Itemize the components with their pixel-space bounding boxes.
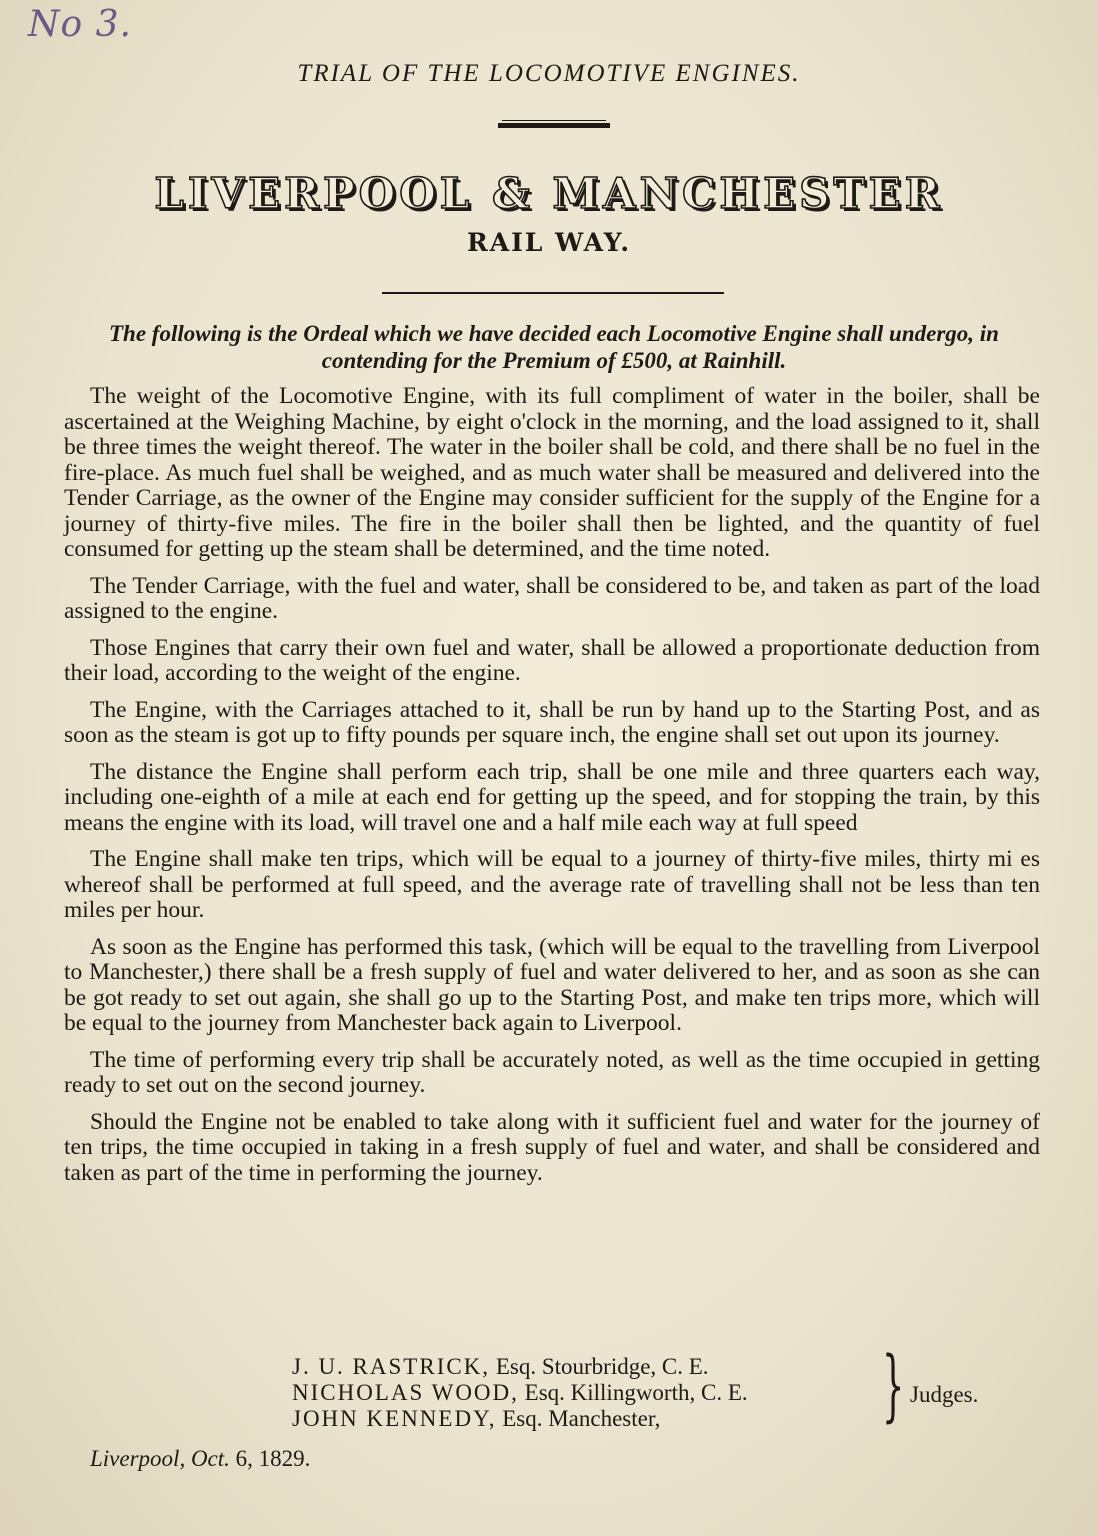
rule-paragraph: Should the Engine not be enabled to take along with it sufficient fuel and water for the journey of ten trips, the time occupied in taking in a fresh supply of fuel and water, and shall be considered and taken as part of the time in performing the journey. bbox=[64, 1108, 1040, 1186]
dateline-date: 6, 1829. bbox=[235, 1446, 311, 1471]
rule-paragraph: The Tender Carriage, with the fuel and water, shall be considered to be, and taken as part of the load assigned to the engine. bbox=[64, 572, 1040, 624]
rule-paragraph: The Engine shall make ten trips, which will be equal to a journey of thirty-five miles, thirty mi es whereof shall be performed at full speed, and the average rate of travelling shall not be less than ten miles per hour. bbox=[64, 846, 1040, 923]
judge-place: Esq. Stourbridge, C. E. bbox=[495, 1354, 709, 1379]
railway-subtitle: RAIL WAY. bbox=[466, 228, 632, 257]
rule-paragraph: The distance the Engine shall perform each trip, shall be one mile and three quarters each way, including one-eighth of a mile at each end for getting up the speed, and for stopping the train, by this means the engine with its load, will travel one and a half mile each way at full speed bbox=[64, 758, 1040, 836]
judge-place: Esq. Killingworth, C. E. bbox=[524, 1380, 748, 1405]
handwritten-annotation: No 3. bbox=[28, 4, 132, 45]
rule-paragraph: The weight of the Locomotive Engine, with its full compliment of water in the boiler, shall be ascertained at the Weighing Machine, by eight o'clock in the morning, and the load assigned to it, shall be three times the weight thereof. The water in the boiler shall be cold, and there shall be no fuel in the fire-place. As much fuel shall be weighed, and as much water shall be measured and delivered into the Tender Carriage, as the owner of the Engine may consider sufficient for the supply of the Engine for a journey of thirty-five miles. The fire in the boiler shall then be lighted, and the quantity of fuel consumed for getting up the steam shall be determined, and the time noted. bbox=[64, 383, 1040, 562]
ordeal-rules bbox=[64, 384, 1040, 1197]
judge-place: Esq. Manchester, bbox=[502, 1406, 661, 1431]
railway-title: LIVERPOOL & MANCHESTER bbox=[154, 169, 944, 218]
heading-rule-fine bbox=[502, 120, 606, 121]
judge-name: JOHN KENNEDY, bbox=[292, 1406, 497, 1431]
title-rule bbox=[382, 292, 724, 294]
dateline bbox=[90, 1446, 310, 1472]
judges-block bbox=[292, 1341, 1012, 1432]
rule-paragraph: As soon as the Engine has performed this task, (which will be equal to the travelling from Liverpool to Manchester,) there shall be a fresh supply of fuel and water delivered to her, and as soon as she can be got ready to set out again, she shall go up to the Starting Post, and make ten trips more, which will be equal to the journey from Manchester back again to Liverpool. bbox=[64, 933, 1040, 1036]
handbill-heading: TRIAL OF THE LOCOMOTIVE ENGINES. bbox=[297, 60, 801, 87]
heading-rule bbox=[498, 123, 610, 128]
rule-paragraph: The time of performing every trip shall be accurately noted, as well as the time occupied in getting ready to set out on the second journey. bbox=[64, 1046, 1040, 1098]
judge-name: NICHOLAS WOOD, bbox=[292, 1380, 519, 1405]
rule-paragraph: The Engine, with the Carriages attached to it, shall be run by hand up to the Starting Post, and as soon as the steam is got up to fifty pounds per square inch, the engine shall set out upon its journey. bbox=[64, 696, 1040, 748]
intro-statement: The following is the Ordeal which we have decided each Locomotive Engine shall undergo, in contending for the Premium of £500, at Rainhill. bbox=[109, 321, 999, 373]
judges-label: Judges. bbox=[910, 1382, 979, 1407]
curly-brace-icon: } bbox=[882, 1341, 905, 1431]
rule-paragraph: Those Engines that carry their own fuel and water, shall be allowed a proportionate deduction from their load, according to the weight of the engine. bbox=[64, 634, 1040, 686]
judge-name: J. U. RASTRICK, bbox=[292, 1354, 491, 1379]
dateline-place: Liverpool, Oct. bbox=[90, 1446, 230, 1471]
